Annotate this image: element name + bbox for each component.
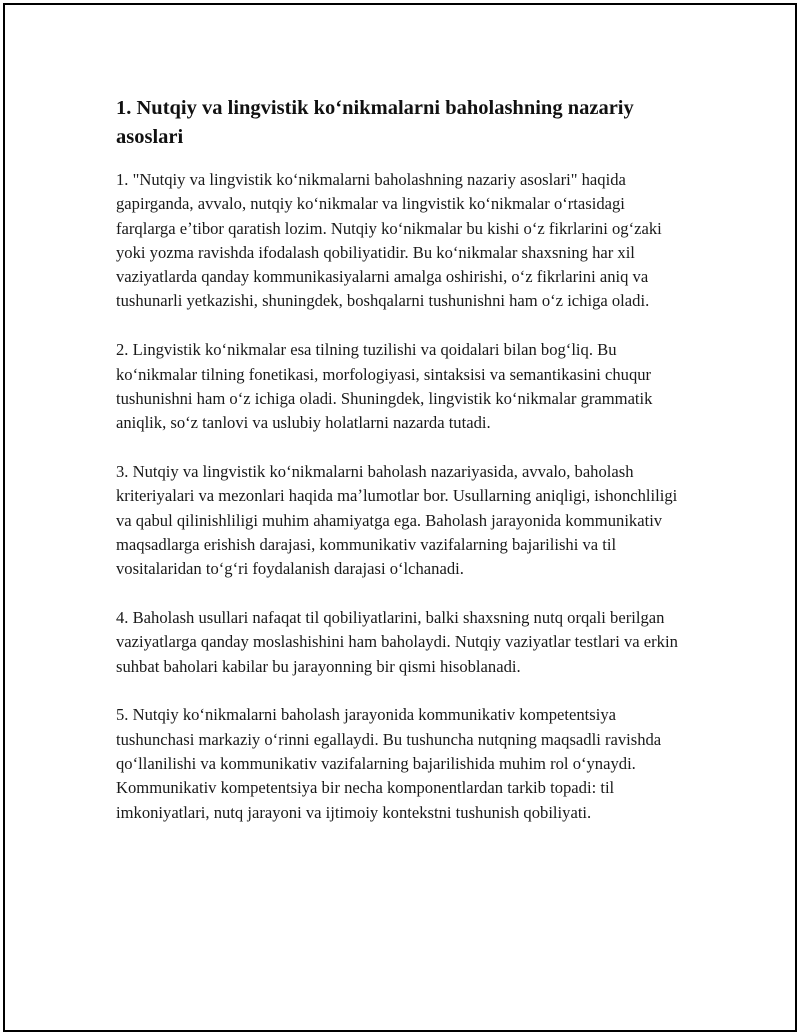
paragraph-5: 5. Nutqiy koʻnikmalarni baholash jarayonida kommunikativ kompetentsiya tushunchasi markaziy oʻrinni egallaydi. Bu tushuncha nutqning maqsadli ravishda qoʻllanilishi va kommunikativ vazifalarning bajarilishida muhim rol oʻynaydi. Kommunikativ kompetentsiya bir necha komponentlardan tarkib topadi: til imkoniyatlari, nutq jarayoni va ijtimoiy kontekstni tushunish qobiliyati.: [116, 705, 662, 822]
paragraph-1: 1. "Nutqiy va lingvistik koʻnikmalarni baholashning nazariy asoslari" haqida gapirganda, avvalo, nutqiy koʻnikmalar va lingvistik koʻnikmalar oʻrtasidagi farqlarga eʼtibor qaratish lozim. Nutqiy koʻnikmalar bu kishi oʻz fikrlarini ogʻzaki yoki yozma ravishda ifodalash qobiliyatidir. Bu koʻnikmalar shaxsning har xil vaziyatlarda qanday kommunikasiyalarni amalga oshirishi, oʻz fikrlarini aniq va tushunarli yetkazishi, shuningdek, boshqalarni tushunishni ham oʻz ichiga oladi.: [116, 170, 662, 311]
section-title: 1. Nutqiy va lingvistik koʻnikmalarni baholashning nazariy asoslari: [116, 97, 634, 148]
paragraph-3: 3. Nutqiy va lingvistik koʻnikmalarni baholash nazariyasida, avvalo, baholash kriteriyalari va mezonlari haqida maʼlumotlar bor. Usullarning aniqligi, ishonchliligi va qabul qilinishliligi muhim ahamiyatga ega. Baholash jarayonida kommunikativ maqsadlarga erishish darajasi, kommunikativ vazifalarning bajarilishi va til vositalaridan toʻgʻri foydalanish darajasi oʻlchanadi.: [116, 461, 678, 579]
document-body: [116, 94, 688, 849]
paragraph-2: 2. Lingvistik koʻnikmalar esa tilning tuzilishi va qoidalari bilan bogʻliq. Bu koʻnikmalar tilning fonetikasi, morfologiyasi, sintaksisi va semantikasini chuqur tushunishni ham oʻz ichiga oladi. Shuningdek, lingvistik koʻnikmalar grammatik aniqlik, soʻz tanlovi va uslubiy holatlarni nazarda tutadi.: [116, 340, 653, 433]
paragraph-4: 4. Baholash usullari nafaqat til qobiliyatlarini, balki shaxsning nutq orqali berilgan vaziyatlarga qanday moslashishini ham baholaydi. Nutqiy vaziyatlar testlari va erkin suhbat baholari kabilar bu jarayonning bir qismi hisoblanadi.: [116, 607, 678, 676]
